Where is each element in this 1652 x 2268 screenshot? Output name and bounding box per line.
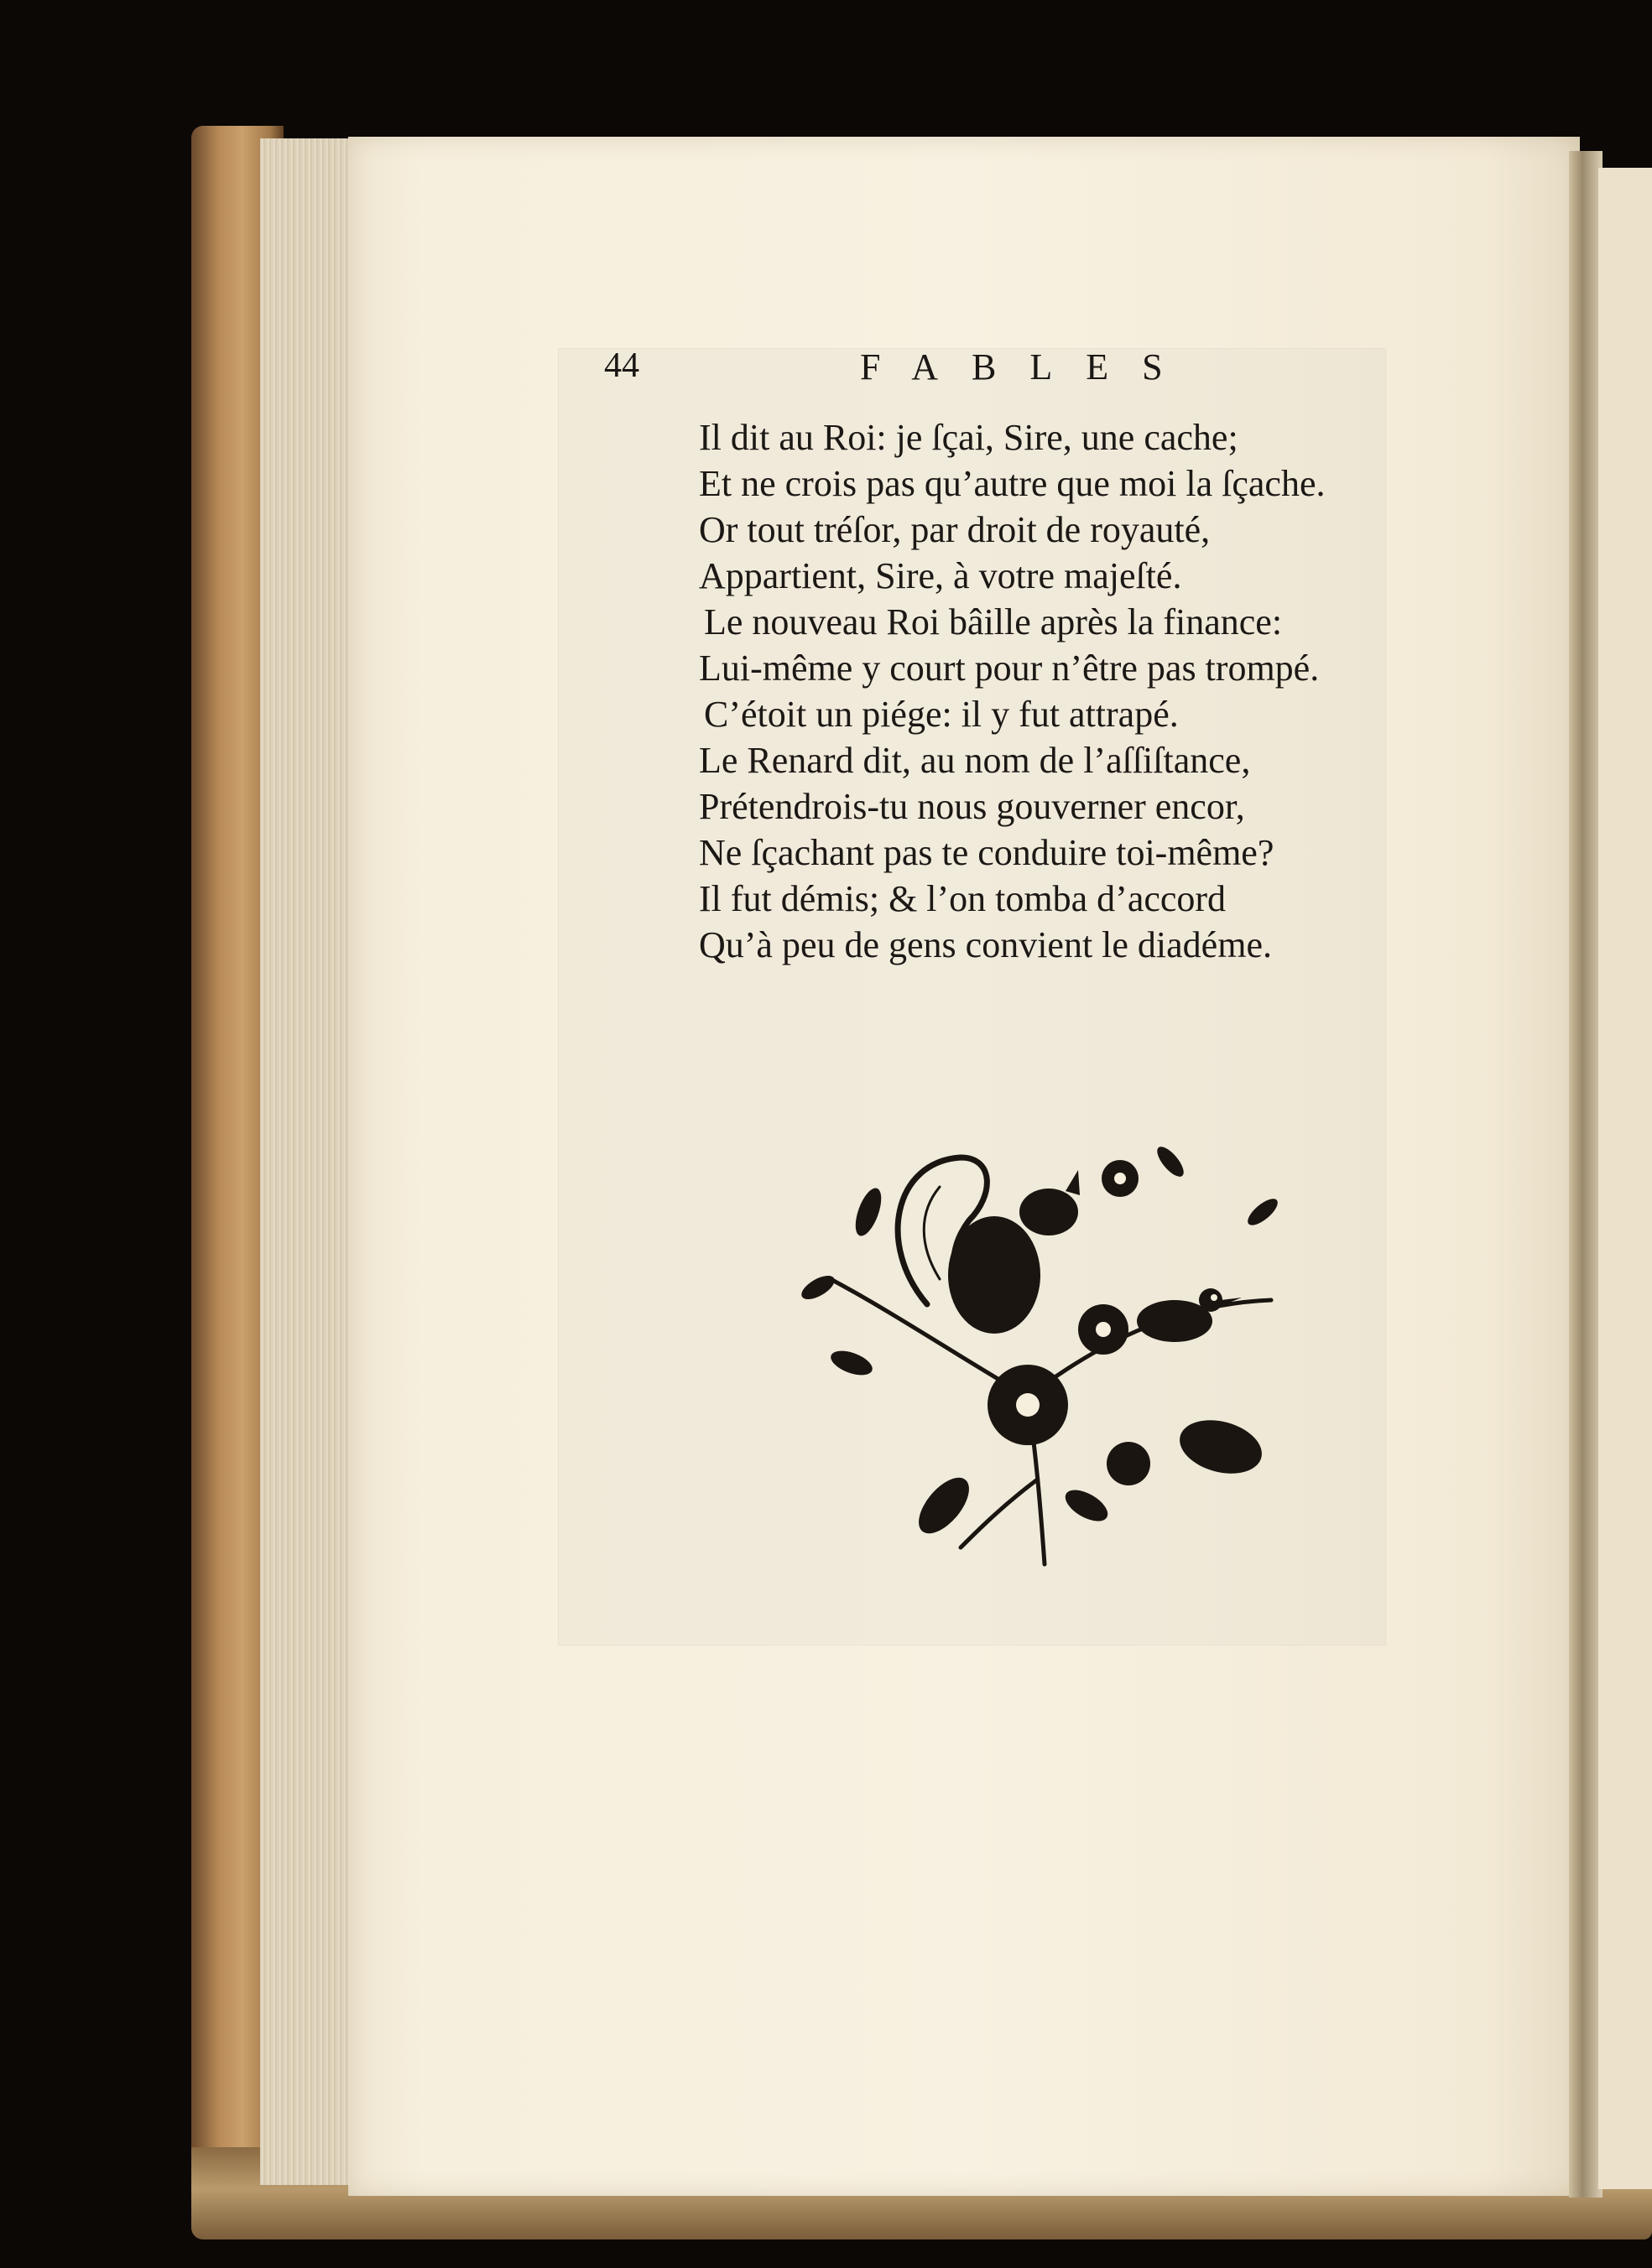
verse-line: Prétendrois-tu nous gouverner encor,	[699, 786, 1245, 827]
verse-line: Or tout tréſor, par droit de royauté,	[699, 509, 1211, 550]
verse-block	[699, 414, 1454, 968]
running-title: FABLES	[860, 346, 1196, 388]
verse-line: Le Renard dit, au nom de l’aſſiſtance,	[699, 740, 1251, 781]
running-head	[604, 346, 1326, 396]
verse-line: Qu’à peu de gens convient le diadéme.	[699, 924, 1272, 965]
verse-line: Il dit au Roi: je ſçai, Sire, une cache;	[699, 417, 1238, 458]
book-gutter	[1569, 151, 1602, 2198]
page-number: 44	[604, 346, 639, 385]
verse-line: C’étoit un piége: il y fut attrapé.	[704, 694, 1179, 735]
verse-line: Lui-même y court pour n’être pas trompé.	[699, 648, 1320, 689]
verse-line: Appartient, Sire, à votre majeſté.	[699, 555, 1182, 596]
verse-line: Ne ſçachant pas te conduire toi-même?	[699, 832, 1274, 873]
page-block-edges	[260, 138, 357, 2185]
facing-page-edge	[1598, 168, 1652, 2189]
verse-line: Et ne crois pas qu’autre que moi la ſçache.	[699, 463, 1326, 504]
floral-ornament-icon	[751, 1111, 1321, 1581]
verse-line: Il fut démis; & l’on tomba d’accord	[699, 878, 1227, 919]
verse-line: Le nouveau Roi bâille après la finance:	[704, 601, 1283, 642]
